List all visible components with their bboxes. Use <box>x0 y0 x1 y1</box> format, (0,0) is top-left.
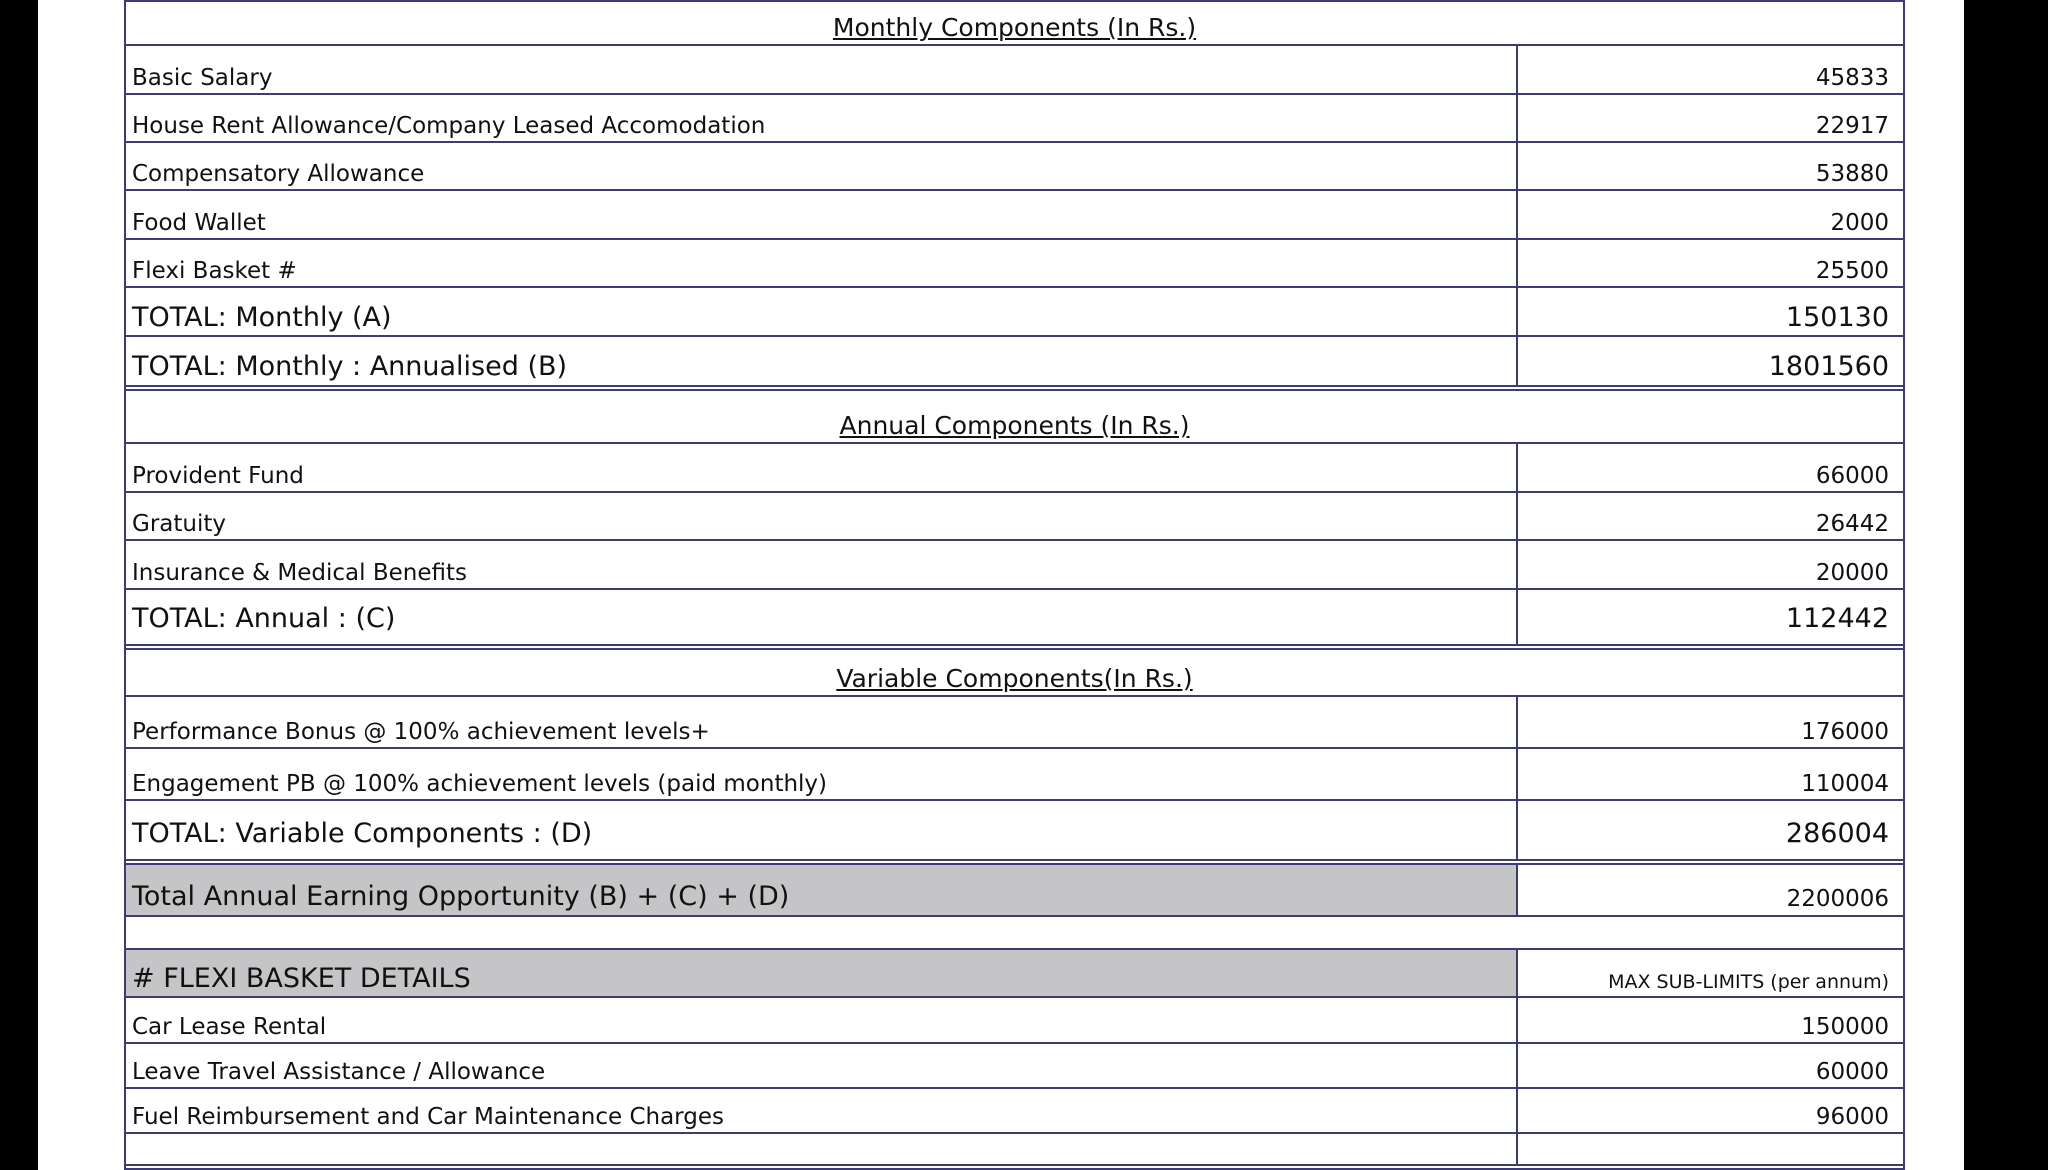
row-label: Leave Travel Assistance / Allowance <box>132 1059 546 1085</box>
table-row <box>126 749 1903 801</box>
table-row <box>126 143 1903 191</box>
monthly-heading: Monthly Components (In Rs.) <box>832 13 1197 42</box>
table-row <box>126 191 1903 240</box>
variable-section-header <box>126 650 1903 697</box>
table-row <box>126 541 1903 590</box>
total-annualised-row <box>126 337 1903 391</box>
row-label: Performance Bonus @ 100% achievement levels+ <box>132 719 710 745</box>
row-label: Fuel Reimbursement and Car Maintenance Charges <box>132 1104 724 1130</box>
row-label: Basic Salary <box>132 65 273 91</box>
table-row <box>126 1044 1903 1089</box>
row-value: 20000 <box>1815 560 1889 586</box>
row-value: 150000 <box>1801 1014 1889 1040</box>
row-value: 45833 <box>1815 65 1889 91</box>
table-row <box>126 1134 1903 1170</box>
table-row <box>126 444 1903 493</box>
total-b-label: TOTAL: Monthly : Annualised (B) <box>132 351 568 382</box>
table-row <box>126 46 1903 95</box>
row-value: 26442 <box>1815 511 1889 537</box>
max-sub-limits-header: MAX SUB-LIMITS (per annum) <box>1608 971 1889 993</box>
table-row <box>126 998 1903 1044</box>
row-label: Provident Fund <box>132 463 304 489</box>
total-d-value: 286004 <box>1785 818 1889 849</box>
row-value: 60000 <box>1815 1059 1889 1085</box>
row-label: Flexi Basket # <box>132 258 297 284</box>
row-value: 176000 <box>1801 719 1889 745</box>
total-c-label: TOTAL: Annual : (C) <box>132 603 396 634</box>
total-d-label: TOTAL: Variable Components : (D) <box>132 818 593 849</box>
row-label: House Rent Allowance/Company Leased Accomodation <box>132 113 766 139</box>
monthly-section-header <box>126 0 1903 46</box>
row-value: 53880 <box>1815 161 1889 187</box>
total-monthly-row <box>126 288 1903 337</box>
annual-heading: Annual Components (In Rs.) <box>839 411 1190 440</box>
table-row <box>126 697 1903 749</box>
grand-total-value: 2200006 <box>1786 886 1889 912</box>
annual-section-header <box>126 391 1903 444</box>
variable-heading: Variable Components(In Rs.) <box>836 664 1193 693</box>
row-value: 66000 <box>1815 463 1889 489</box>
total-a-label: TOTAL: Monthly (A) <box>132 302 392 333</box>
salary-breakup-table <box>124 0 1905 1170</box>
flexi-header-row <box>126 950 1903 998</box>
grand-total-row <box>126 865 1903 917</box>
row-value: 2000 <box>1830 210 1889 236</box>
row-value: 96000 <box>1815 1104 1889 1130</box>
grand-total-label: Total Annual Earning Opportunity (B) + (C) + (D) <box>132 881 790 912</box>
table-row <box>126 95 1903 143</box>
row-value: 22917 <box>1815 113 1889 139</box>
row-label: Gratuity <box>132 511 226 537</box>
row-label: Insurance & Medical Benefits <box>132 560 467 586</box>
row-value: 25500 <box>1815 258 1889 284</box>
table-row <box>126 240 1903 288</box>
total-b-value: 1801560 <box>1768 351 1889 382</box>
total-a-value: 150130 <box>1785 302 1889 333</box>
spacer-row <box>126 917 1903 950</box>
flexi-heading: # FLEXI BASKET DETAILS <box>132 963 471 994</box>
total-annual-row <box>126 590 1903 650</box>
table-row <box>126 1089 1903 1134</box>
row-label: Food Wallet <box>132 210 266 236</box>
total-c-value: 112442 <box>1785 603 1889 634</box>
table-row <box>126 493 1903 541</box>
total-variable-row <box>126 801 1903 865</box>
row-value: 110004 <box>1801 771 1889 797</box>
row-label: Compensatory Allowance <box>132 161 425 187</box>
row-label: Car Lease Rental <box>132 1014 327 1040</box>
document-page <box>38 0 1964 1170</box>
row-label: Engagement PB @ 100% achievement levels (paid monthly) <box>132 771 828 797</box>
